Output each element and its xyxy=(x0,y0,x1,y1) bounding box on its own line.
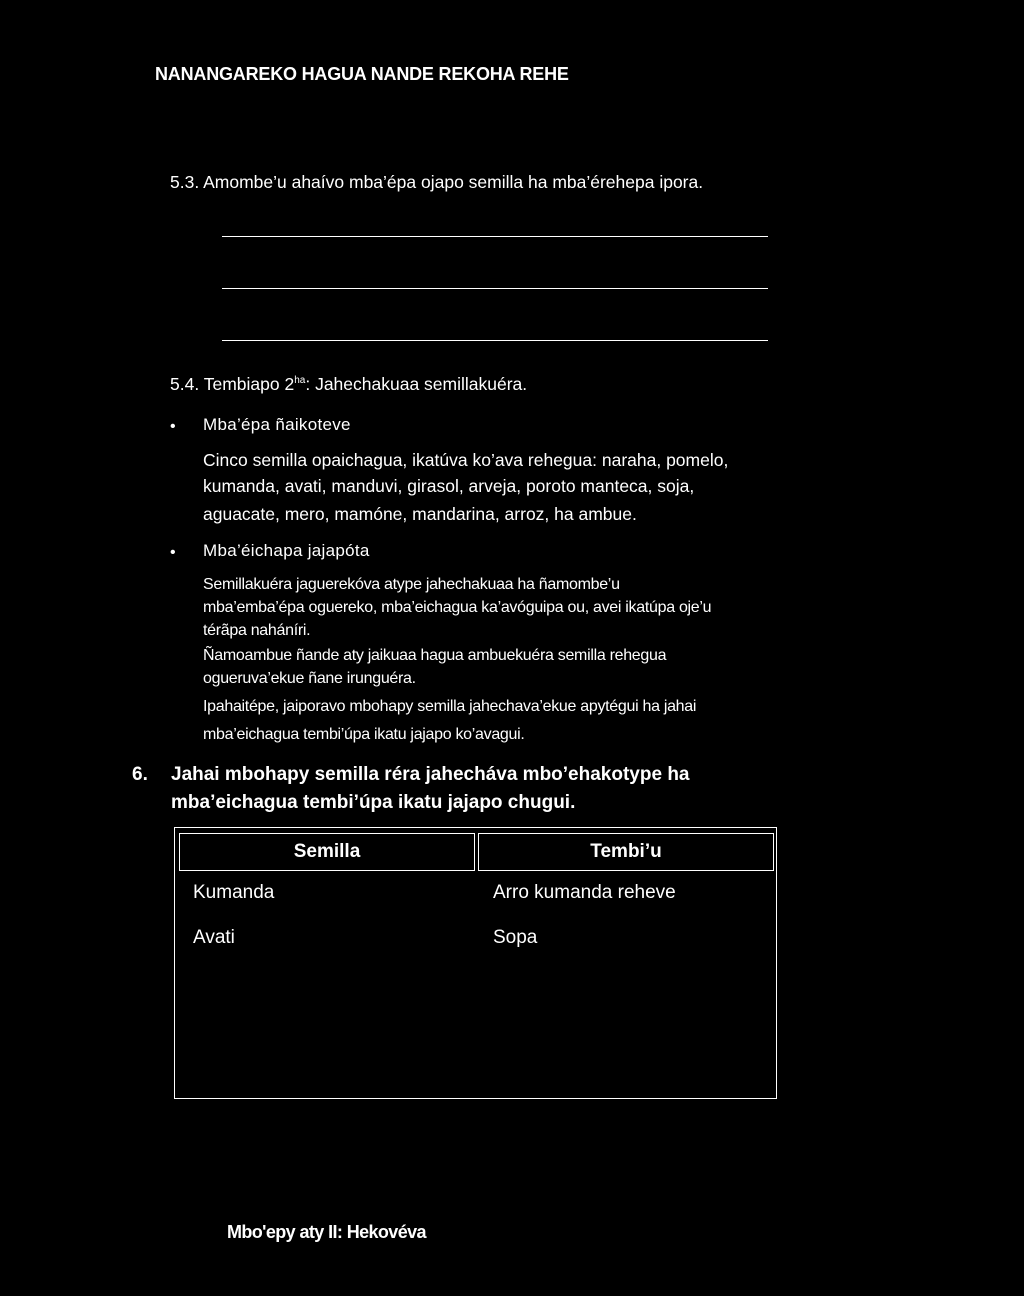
bullet-2-line: térãpa naháníri. xyxy=(203,622,311,639)
question-5-3: 5.3. Amombe’u ahaívo mba’épa ojapo semilla ha mba’érehepa ipora. xyxy=(170,172,704,192)
answer-line-1[interactable] xyxy=(222,236,768,237)
bullet-2-paragraph xyxy=(203,573,803,746)
question-6-text xyxy=(171,762,771,815)
question-5-4-sup: ha xyxy=(294,375,306,386)
table-cell[interactable]: Sopa xyxy=(493,927,538,948)
bullet-1-line: kumanda, avati, manduvi, girasol, arveja, poroto manteca, soja, xyxy=(203,476,695,496)
bullet-2-line: Semillakuéra jaguerekóva atype jahechakuaa ha ñamombe’u xyxy=(203,576,620,593)
question-5-4-prefix: 5.4. Tembiapo 2 xyxy=(170,374,295,394)
page-footer: Mbo'epy aty II: Hekovéva xyxy=(227,1222,426,1242)
bullet-2-line: Ipahaitépe, jaiporavo mbohapy semilla jahechava’ekue apytégui ha jahai xyxy=(203,698,697,715)
table-cell[interactable]: Arro kumanda reheve xyxy=(493,882,676,903)
answer-table xyxy=(174,827,777,1099)
bullet-1-line: Cinco semilla opaichagua, ikatúva ko’ava rehegua: naraha, pomelo, xyxy=(203,450,729,470)
bullet-1-line: aguacate, mero, mamóne, mandarina, arroz, ha ambue. xyxy=(203,504,637,524)
bullet-2-line: Ñamoambue ñande aty jaikuaa hagua ambuekuéra semilla rehegua xyxy=(203,647,667,664)
question-6-line-2: mba’eichagua tembi’úpa ikatu jajapo chugui. xyxy=(171,792,576,813)
question-6-line-1: Jahai mbohapy semilla réra jahecháva mbo’ehakotype ha xyxy=(171,764,690,785)
question-5-4-suffix: : Jahechakuaa semillakuéra. xyxy=(305,374,528,394)
bullet-icon: • xyxy=(170,418,176,435)
answer-line-2[interactable] xyxy=(222,288,768,289)
table-cell[interactable]: Avati xyxy=(193,927,235,948)
bullet-2-title: Mba’éichapa jajapóta xyxy=(203,541,370,560)
bullet-1-title: Mba’épa ñaikoteve xyxy=(203,415,351,434)
page-header-title: NANANGAREKO HAGUA NANDE REKOHA REHE xyxy=(155,64,569,84)
bullet-1-paragraph xyxy=(203,447,803,528)
question-5-4 xyxy=(170,374,527,395)
bullet-2-line: ogueruva’ekue ñane irunguéra. xyxy=(203,670,416,687)
table-header-semilla: Semilla xyxy=(179,833,475,871)
table-cell[interactable]: Kumanda xyxy=(193,882,275,903)
question-6-number: 6. xyxy=(132,764,148,785)
bullet-icon: • xyxy=(170,544,176,561)
bullet-2-line: mba’emba’épa oguereko, mba’eichagua ka’avóguipa ou, avei ikatúpa oje’u xyxy=(203,599,712,616)
answer-line-3[interactable] xyxy=(222,340,768,341)
bullet-2-line: mba’eichagua tembi’úpa ikatu jajapo ko’avagui. xyxy=(203,726,525,743)
table-header-tembiu: Tembi’u xyxy=(478,833,774,871)
